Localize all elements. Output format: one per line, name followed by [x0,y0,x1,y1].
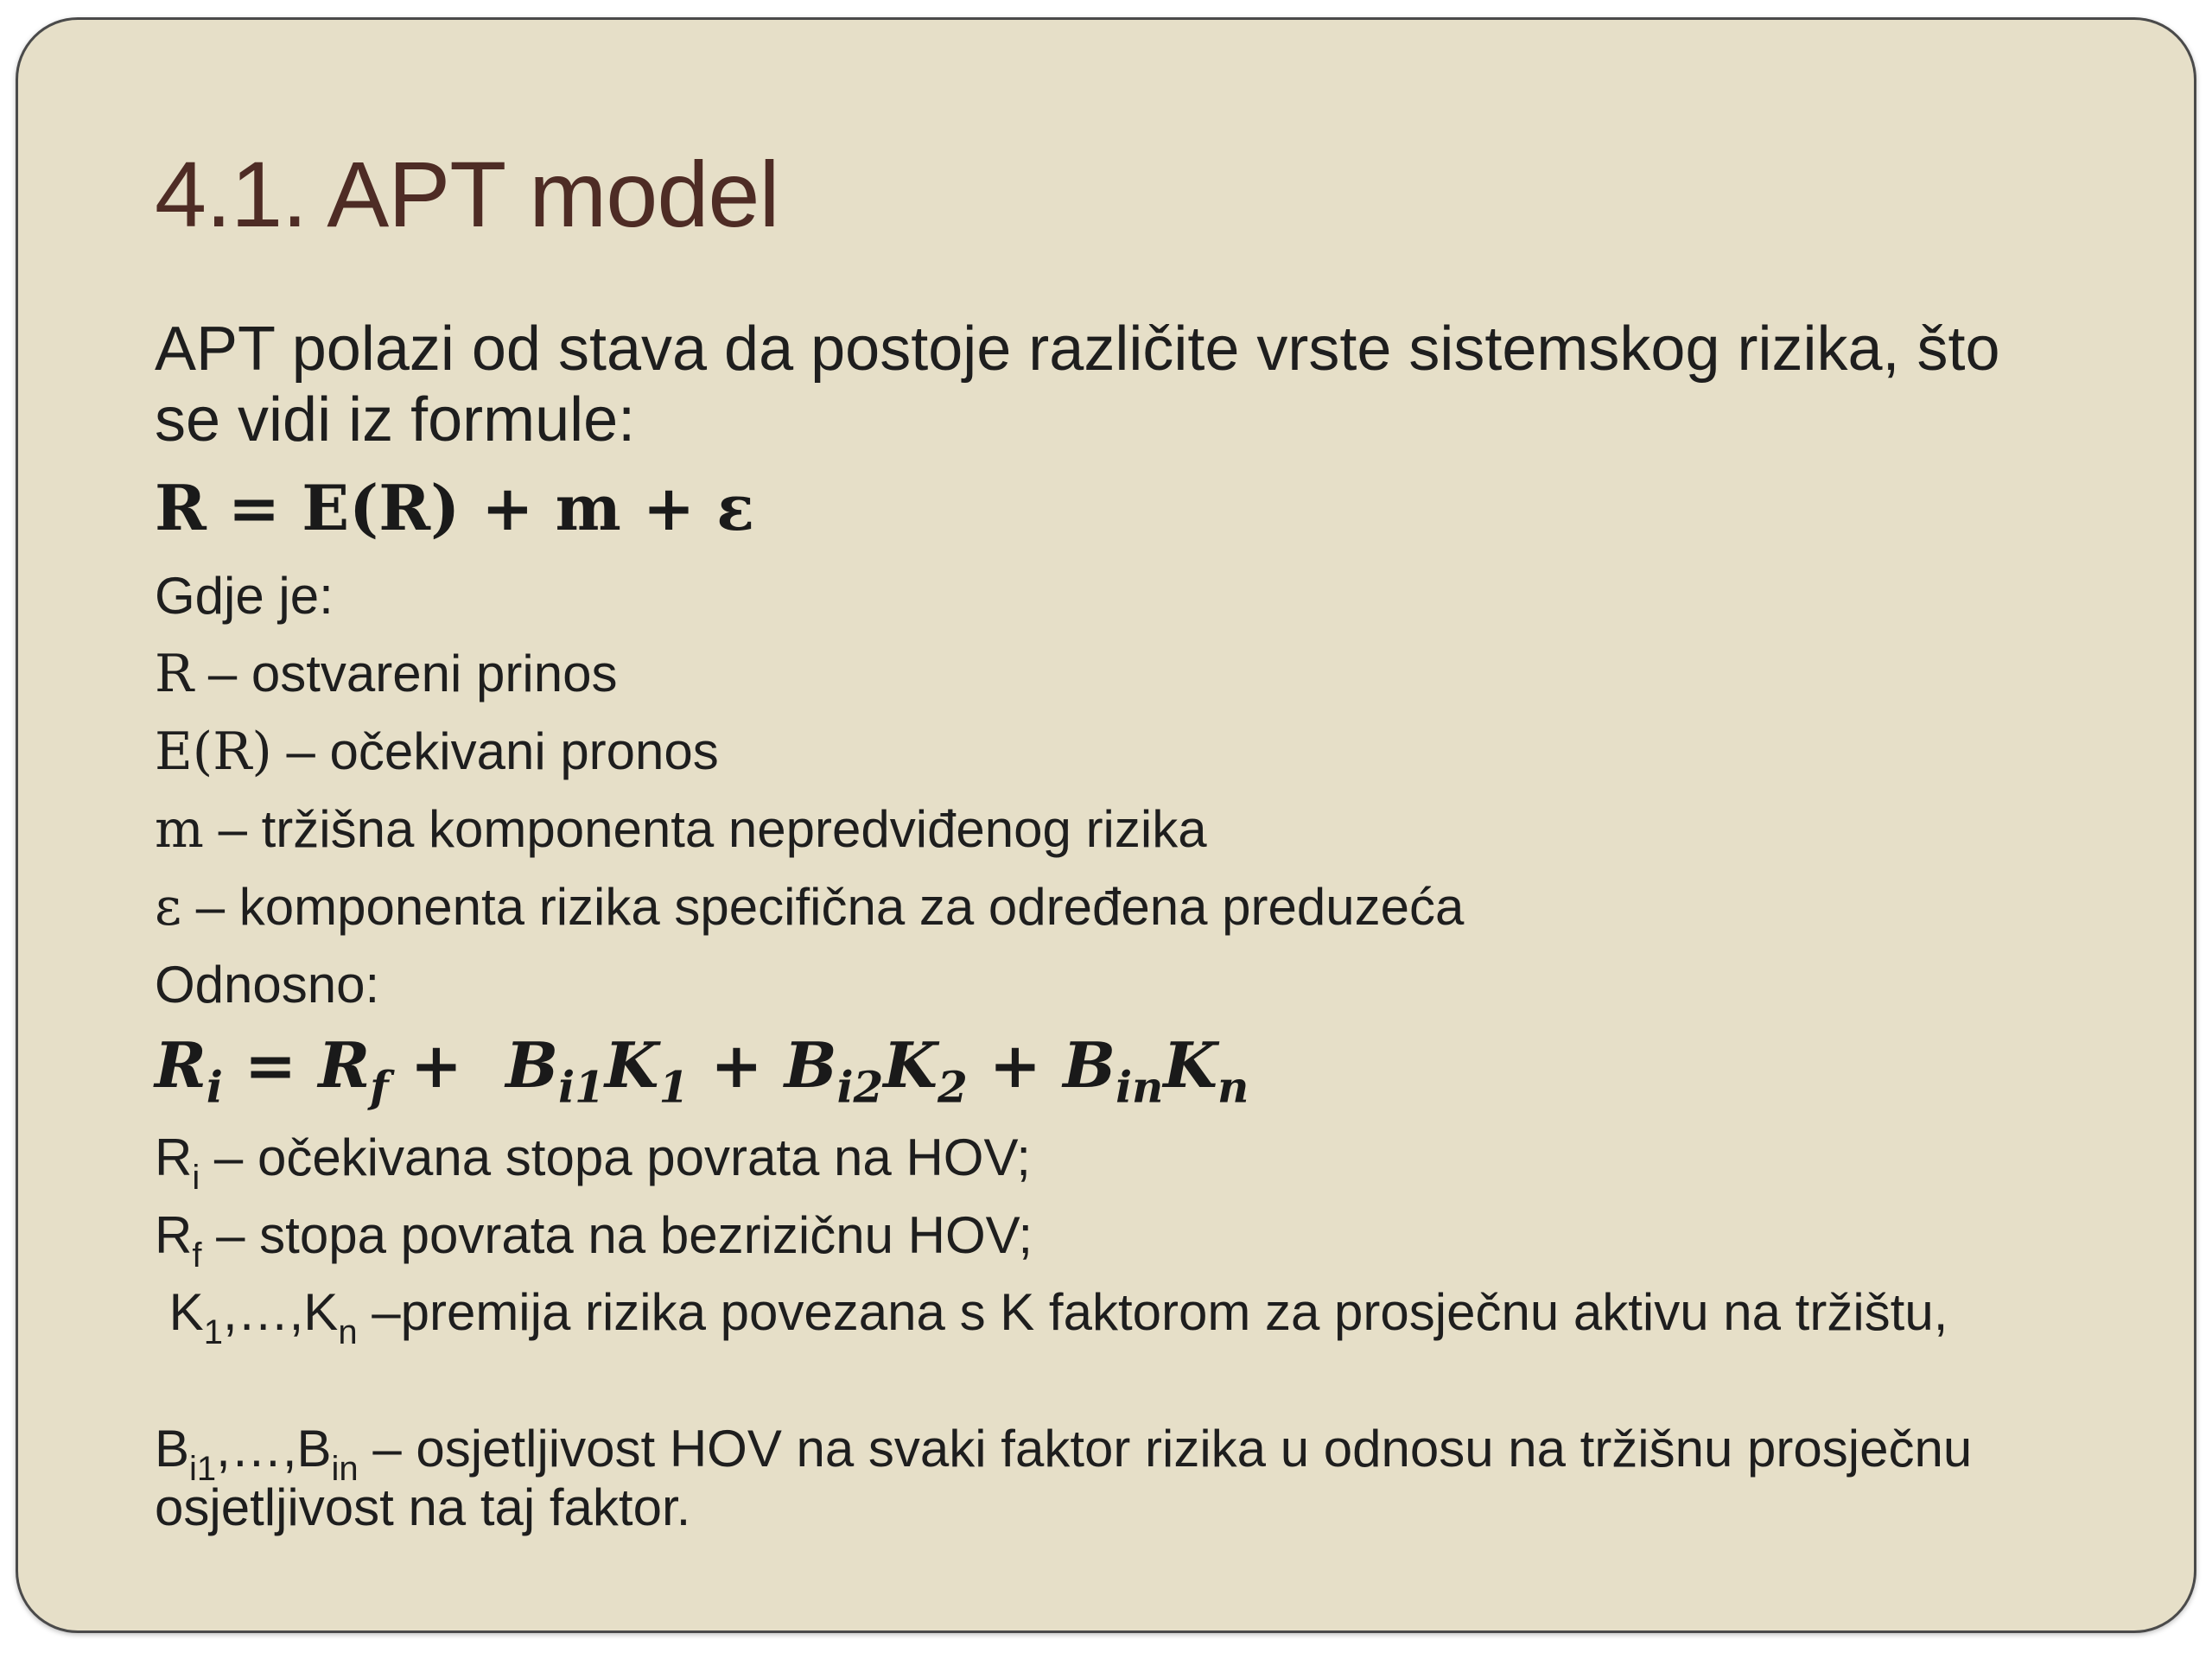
formula-return: R = E(R) + m + ε [155,471,755,544]
definition-symbol: m [155,799,204,860]
definition-er [155,721,719,782]
odnosno-label: Odnosno: [155,956,380,1014]
intro-paragraph: APT polazi od stava da postoje različite vrste sistemskog rizika, što se vidi iz formule: [155,315,2000,454]
definition-text: – tržišna komponenta nepredviđenog rizika [203,800,1207,858]
definition-text: – komponenta rizika specifična za određena preduzeća [181,878,1465,936]
slide [16,17,2196,1633]
definition-symbol: R [155,644,194,704]
definition-b-sensitivities: $B_{i1},\dots,B_{in}$ – osjetljivost HOV na svaki faktor rizika u odnosu na tržišnu prosječnu osjetljivost na taj faktor. [155,1420,1973,1536]
definition-text: – očekivani pronos [271,722,719,780]
definition-symbol: E(R) [155,721,272,782]
definition-k-factors: $K_1,\dots,K_n$ –premija rizika povezana s K faktorom za prosječnu aktivu na tržištu, [155,1283,1948,1351]
definition-ri: $R_i$ – očekivana stopa povrata na HOV; [155,1128,1031,1197]
slide-title: 4.1. APT model [155,142,779,246]
definition-rf: $R_f$ – stopa povrata na bezrizičnu HOV; [155,1206,1033,1274]
definition-r [155,644,617,704]
definition-symbol: ε [155,877,182,938]
gdje-je-label: Gdje je: [155,567,334,625]
definition-epsilon [155,877,1464,938]
formula-apt: $R_i = R_f + B_{i1}K_1 + B_{i2}K_2 + B_{in}K_n$ [155,1028,1249,1113]
definition-m [155,799,1207,860]
definition-text: – ostvareni prinos [194,645,618,702]
